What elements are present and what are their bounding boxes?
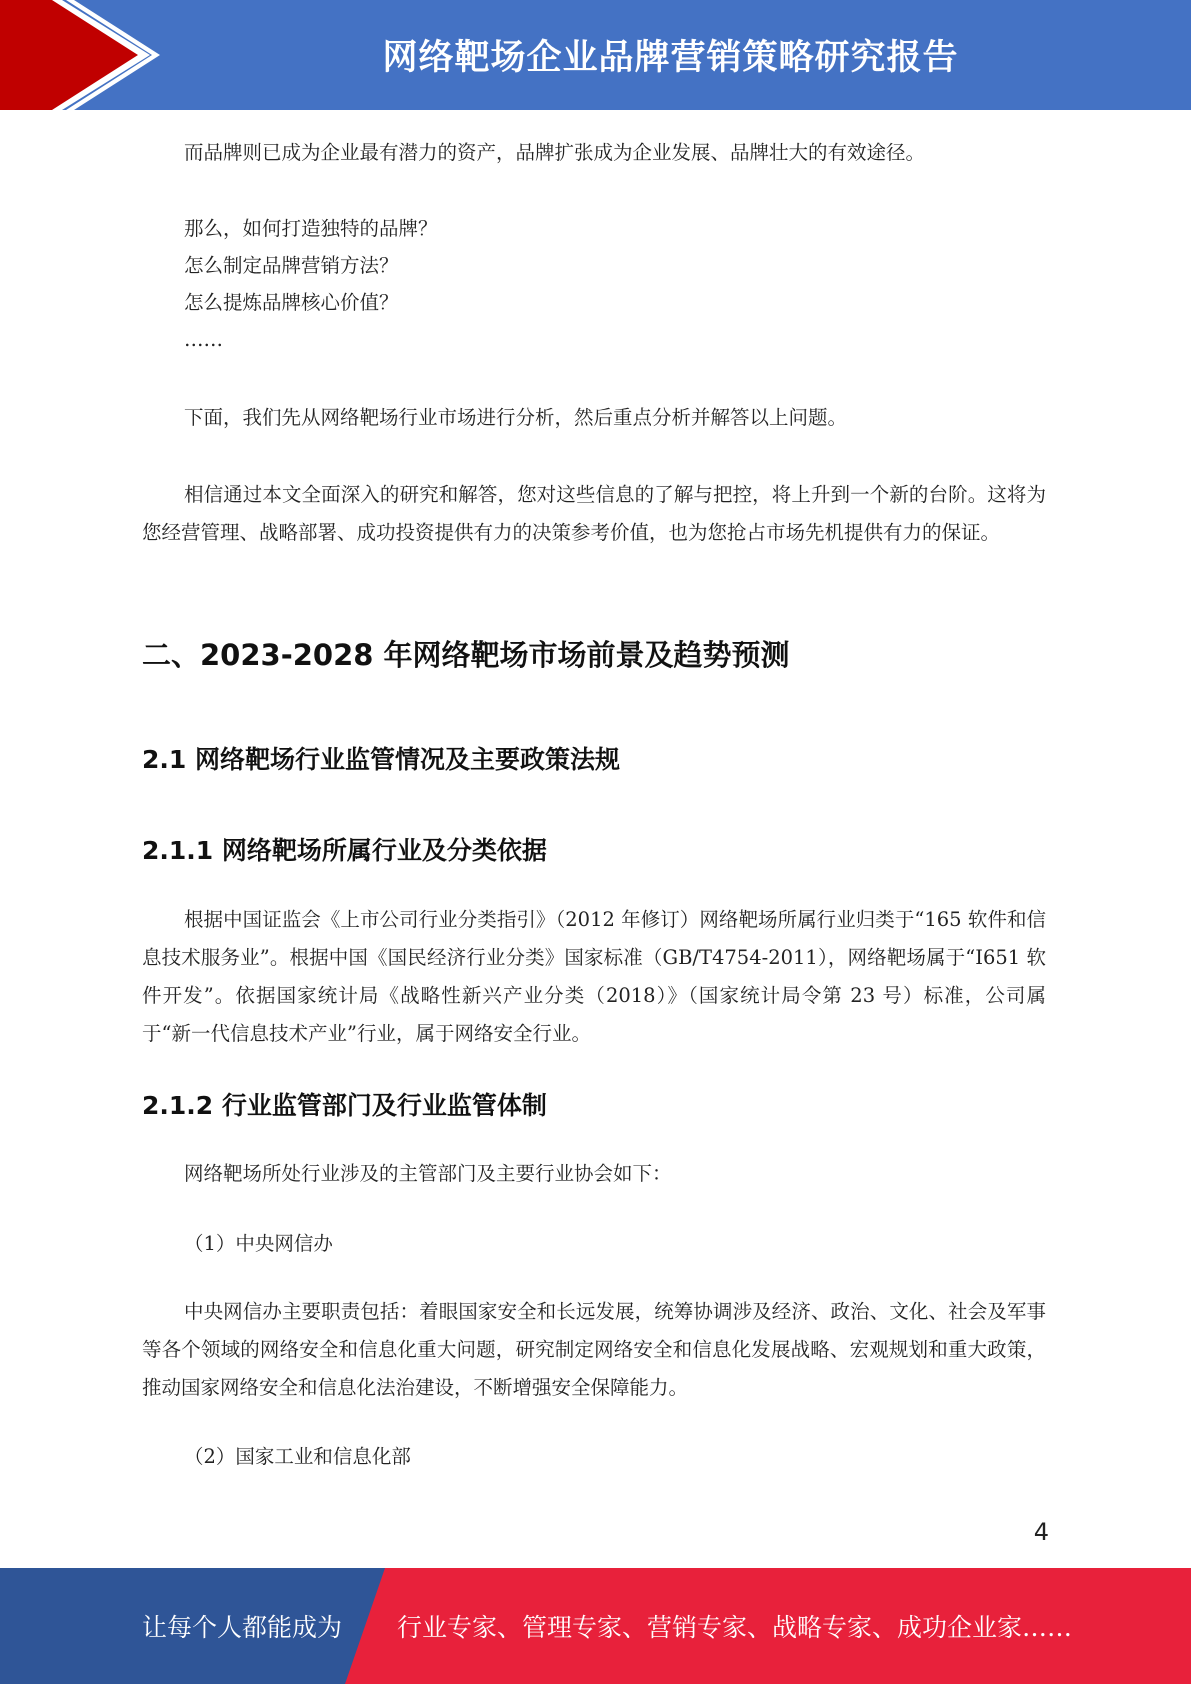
page-number: 4 — [1033, 1518, 1049, 1546]
next-line: 下面，我们先从网络靶场行业市场进行分析，然后重点分析并解答以上问题。 — [184, 406, 848, 429]
page-header — [0, 0, 1191, 110]
section-heading: 二、2023-2028 年网络靶场市场前景及趋势预测 — [142, 638, 790, 672]
belief-paragraph: 相信通过本文全面深入的研究和解答，您对这些信息的了解与把控，将上升到一个新的台阶。这将为您经营管理、战略部署、成功投资提供有力的决策参考价值，也为您抢占市场先机提供有力的保证。 — [142, 483, 1046, 544]
list-item-label: （1）中央网信办 — [184, 1232, 333, 1255]
subsection-heading: 2.1.1 网络靶场所属行业及分类依据 — [142, 836, 547, 865]
list-item-label: （2）国家工业和信息化部 — [184, 1445, 411, 1468]
question-line: 那么，如何打造独特的品牌？ — [184, 217, 438, 240]
question-line: 怎么提炼品牌核心价值？ — [184, 291, 399, 314]
regulators-intro: 网络靶场所处行业涉及的主管部门及主要行业协会如下： — [184, 1162, 672, 1185]
footer-slogan-right: 行业专家、管理专家、营销专家、战略专家、成功企业家…… — [397, 1613, 1073, 1642]
page-footer — [0, 1568, 1191, 1684]
subsection-heading: 2.1.2 行业监管部门及行业监管体制 — [142, 1091, 547, 1120]
subsection-heading: 2.1 网络靶场行业监管情况及主要政策法规 — [142, 745, 620, 774]
footer-slogan-left: 让每个人都能成为 — [142, 1613, 343, 1642]
classification-paragraph: 根据中国证监会《上市公司行业分类指引》（2012 年修订）网络靶场所属行业归类于“165 软件和信息技术服务业”。根据中国《国民经济行业分类》国家标准（GB/T4754-2011），网络靶场属于“I651 软件开发”。依据国家统计局《战略性新兴产业分类（2018）》（国家统计局令第 23 号）标准，公司属于“新一代信息技术产业”行业，属于网络安全行业。 — [142, 908, 1046, 1045]
cac-paragraph: 中央网信办主要职责包括：着眼国家安全和长远发展，统筹协调涉及经济、政治、文化、社会及军事等各个领域的网络安全和信息化重大问题，研究制定网络安全和信息化发展战略、宏观规划和重大政策，推动国家网络安全和信息化法治建设，不断增强安全保障能力。 — [142, 1300, 1046, 1399]
question-line: 怎么制定品牌营销方法？ — [184, 254, 399, 277]
report-title: 网络靶场企业品牌营销策略研究报告 — [382, 38, 959, 78]
intro-line: 而品牌则已成为企业最有潜力的资产，品牌扩张成为企业发展、品牌壮大的有效途径。 — [184, 141, 926, 164]
ellipsis-line: …… — [184, 328, 223, 351]
